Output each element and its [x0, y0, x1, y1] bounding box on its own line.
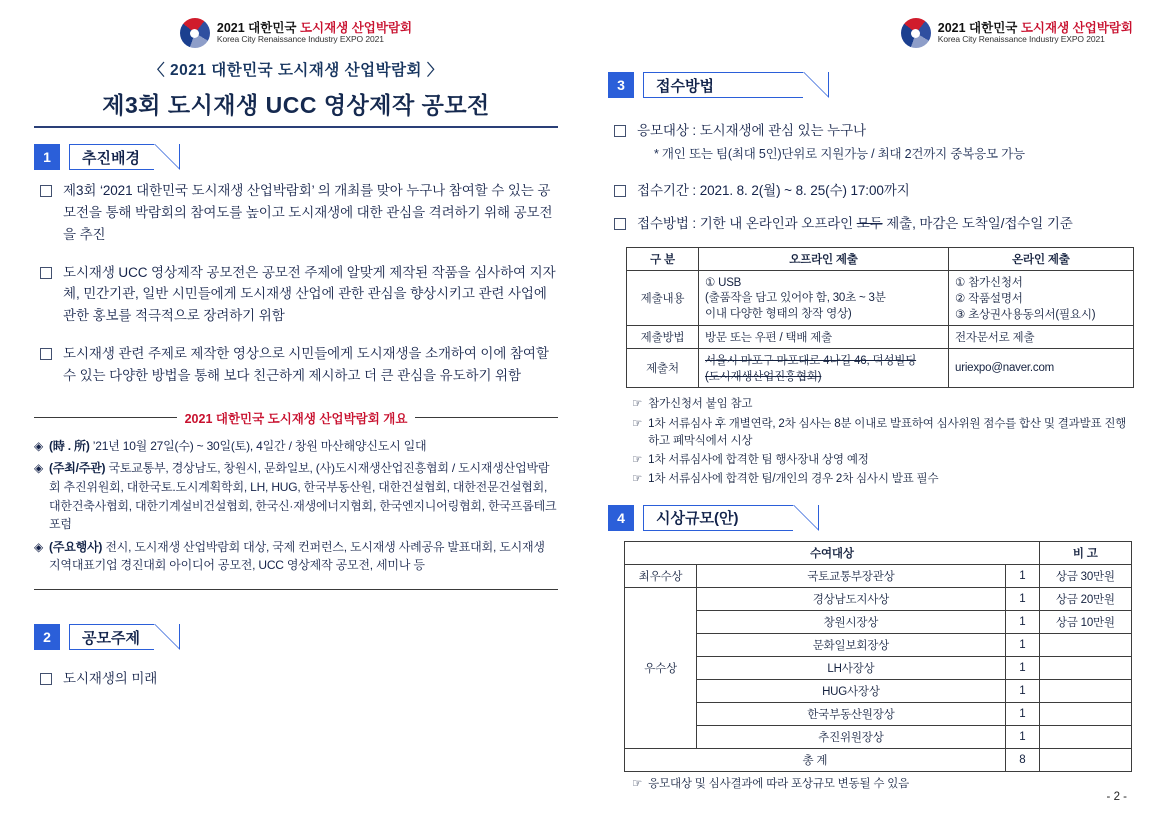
background-item-text: 도시재생 UCC 영상제작 공모전은 공모전 주제에 알맞게 제작된 작품을 심사하여 지자체, 민간기관, 일반 시민들에게 도시재생 산업에 관한 관심을 향상시키고 관련 사업에 관한 홍보를 적극적으로 장려하기 위함: [63, 264, 556, 324]
award-note-cell: 상금 20만원: [1039, 587, 1131, 610]
logo-line-2: Korea City Renaissance Industry EXPO 2021: [937, 34, 1105, 45]
online-line: ① 참가신청서: [955, 277, 1023, 290]
apply-note-text: 1차 서류심사 후 개별연락, 2차 심사는 8분 이내로 발표하여 심사위원 점수를 합산 및 결과발표 진행하고 폐막식에서 시상: [648, 417, 1127, 447]
award-count: 1: [1005, 587, 1039, 610]
award-name: HUG사장상: [697, 679, 1006, 702]
row-label-place: 제출처: [627, 349, 699, 388]
section-number-2: 2: [34, 624, 60, 650]
expo-logo-text: [217, 21, 412, 45]
award-grade: 최우수상: [625, 564, 697, 587]
total-note: [1039, 748, 1131, 771]
row-label-method: 제출방법: [627, 326, 699, 349]
section-label-4: [643, 505, 793, 531]
overview-box: [34, 435, 558, 590]
award-name: 문화일보회장상: [697, 633, 1006, 656]
section-label-4-tail: [793, 505, 819, 531]
section-label-2-tail: [154, 624, 180, 650]
award-name: 경상남도지사상: [697, 587, 1006, 610]
overview-item: [34, 437, 558, 456]
logo-line-1: [938, 21, 1133, 35]
table-header-row: [625, 541, 1132, 564]
award-name: 국토교통부장관상: [697, 564, 1006, 587]
cell-online-content: [949, 271, 1134, 326]
overview-item-text: (주요행사) 전시, 도시재생 산업박람회 대상, 국제 컨퍼런스, 도시재생 사례공유 발표대회, 도시재생 지역대표기업 경진대회 아이디어 공모전, UCC 영상제작 공모전, 세미나 등: [49, 539, 545, 573]
award-note-cell: [1039, 679, 1131, 702]
offline-line: 이내 다양한 형태의 창작 영상): [705, 308, 852, 321]
expo-logo-right: [608, 18, 1137, 48]
column-header-note: 비 고: [1039, 541, 1131, 564]
total-count: 8: [1005, 748, 1039, 771]
apply-period-text: 접수기간 : 2021. 8. 2(월) ~ 8. 25(수) 17:00까지: [637, 182, 910, 198]
checkbox-icon: [614, 185, 626, 197]
diamond-icon: ◈: [34, 438, 44, 453]
award-note-cell: 상금 30만원: [1039, 564, 1131, 587]
table-row: [627, 271, 1134, 326]
table-header-row: [627, 248, 1134, 271]
table-total-row: [625, 748, 1132, 771]
award-name: 한국부동산원장상: [697, 702, 1006, 725]
section-header-apply: [608, 72, 1137, 98]
section-label-1-tail: [154, 144, 180, 170]
logo-line1-pre: 2021 대한민국: [216, 21, 300, 36]
section-label-1-text: 추진배경: [82, 149, 140, 167]
table-row: [625, 725, 1132, 748]
table-row: [625, 656, 1132, 679]
award-name: 창원시장상: [697, 610, 1006, 633]
table-row: [625, 610, 1132, 633]
checkbox-icon: [614, 218, 626, 230]
award-count: 1: [1005, 633, 1039, 656]
column-header-online: 온라인 제출: [949, 248, 1134, 271]
apply-period: [608, 180, 1137, 202]
award-note-cell: 상금 10만원: [1039, 610, 1131, 633]
section-header-theme: [34, 624, 558, 650]
section-header-background: [34, 144, 558, 170]
section-number-4: 4: [608, 505, 634, 531]
award-note-cell: [1039, 702, 1131, 725]
award-count: 1: [1005, 725, 1039, 748]
apply-note: [632, 452, 1137, 469]
award-name: 추진위원장상: [697, 725, 1006, 748]
arrow-icon: ☞: [632, 417, 643, 430]
offline-address-line: 서울시 마포구 마포대로 4나길 46, 덕성빌딩: [705, 355, 917, 368]
online-line: ③ 초상권사용동의서(필요시): [955, 309, 1096, 322]
overview-item-text: (時 . 所) ’21년 10월 27일(수) ~ 30일(토), 4일간 / 창원 마산해양신도시 일대: [49, 438, 427, 453]
background-item: [34, 262, 558, 328]
table-row: [625, 679, 1132, 702]
section-label-3-text: 접수방법: [656, 77, 714, 95]
logo-line-2: Korea City Renaissance Industry EXPO 2021: [216, 34, 384, 45]
logo-line1-pre: 2021 대한민국: [937, 21, 1021, 36]
expo-logo-icon: [901, 18, 931, 48]
overview-heading-text: 2021 대한민국 도시재생 산업박람회 개요: [184, 411, 408, 426]
section-number-3: 3: [608, 72, 634, 98]
title-divider: [34, 126, 558, 128]
column-header-recipient: 수여대상: [625, 541, 1040, 564]
cell-online-email: uriexpo@naver.com: [949, 349, 1134, 388]
background-item: [34, 180, 558, 246]
table-row: [625, 633, 1132, 656]
overview-item: [34, 538, 558, 575]
column-header-category: 구 분: [627, 248, 699, 271]
arrow-icon: ☞: [632, 454, 643, 467]
expo-logo-icon: [180, 18, 210, 48]
apply-target-text: 응모대상 : 도시재생에 관심 있는 누구나: [637, 123, 866, 138]
logo-line1-highlight: 도시재생 산업박람회: [1020, 21, 1133, 36]
theme-item-text: 도시재생의 미래: [63, 671, 158, 687]
apply-note-text: 참가신청서 붙임 참고: [648, 398, 753, 411]
apply-note: [632, 396, 1137, 413]
section-label-4-text: 시상규모(안): [656, 510, 739, 528]
background-item-text: 도시재생 관련 주제로 제작한 영상으로 시민들에게 도시재생을 소개하여 이에 참여할 수 있는 다양한 방법을 통해 보다 친근하게 제시하고 더 큰 관심을 유도하기 위함: [63, 346, 549, 384]
award-name: LH사장상: [697, 656, 1006, 679]
award-count: 1: [1005, 679, 1039, 702]
apply-target-note: * 개인 또는 팀(최대 5인)단위로 지원가능 / 최대 2건까지 중복응모 가능: [654, 146, 1025, 161]
submission-table: [626, 247, 1134, 388]
cell-offline-content: [699, 271, 949, 326]
offline-line: ① USB: [705, 277, 742, 290]
table-row: [625, 702, 1132, 725]
expo-logo-text: [938, 21, 1133, 45]
checkbox-icon: [40, 185, 52, 197]
section-number-1: 1: [34, 144, 60, 170]
award-note: [632, 776, 1137, 793]
award-note-cell: [1039, 656, 1131, 679]
checkbox-icon: [614, 125, 626, 137]
section-label-1: [69, 144, 154, 170]
arrow-icon: ☞: [632, 398, 643, 411]
checkbox-icon: [40, 673, 52, 685]
logo-line1-highlight: 도시재생 산업박람회: [299, 21, 413, 36]
page-title: 제3회 도시재생 UCC 영상제작 공모전: [102, 92, 490, 118]
apply-target: [608, 120, 1137, 142]
cell-online-method: 전자문서로 제출: [949, 326, 1134, 349]
apply-method: [608, 213, 1137, 235]
overview-rule-left: [34, 417, 177, 418]
diamond-icon: ◈: [34, 539, 44, 554]
page-number: - 2 -: [1106, 791, 1127, 803]
right-column: [584, 0, 1167, 819]
arrow-icon: ☞: [632, 777, 643, 790]
expo-logo-left: [34, 18, 558, 48]
award-count: 1: [1005, 702, 1039, 725]
table-row: [627, 326, 1134, 349]
logo-line-1: [217, 21, 412, 35]
cell-offline-place: [699, 349, 949, 388]
award-note-cell: [1039, 633, 1131, 656]
offline-address-line: (도시재생산업진흥협회): [705, 371, 822, 384]
section-label-3: [643, 72, 803, 98]
section-label-2: [69, 624, 154, 650]
apply-note-text: 1차 서류심사에 합격한 팀/개인의 경우 2차 심사시 발표 필수: [648, 473, 939, 486]
apply-note: [632, 471, 1137, 488]
award-count: 1: [1005, 656, 1039, 679]
award-table: [624, 541, 1132, 772]
diamond-icon: ◈: [34, 461, 44, 476]
apply-note: [632, 416, 1137, 451]
cell-offline-method: 방문 또는 우편 / 택배 제출: [699, 326, 949, 349]
overview-rule-right: [415, 417, 558, 418]
award-grade: 우수상: [625, 587, 697, 748]
award-count: 1: [1005, 564, 1039, 587]
overview-heading: [34, 409, 558, 427]
background-item-text: 제3회 ‘2021 대한민국 도시재생 산업박람회’ 의 개최를 맞아 누구나 참여할 수 있는 공모전을 통해 박람회의 참여도를 높이고 도시재생에 대한 관심을 격려하기 위해 공모전을 추진: [63, 183, 553, 242]
row-label-content: 제출내용: [627, 271, 699, 326]
column-header-offline: 오프라인 제출: [699, 248, 949, 271]
table-row: [625, 587, 1132, 610]
award-count: 1: [1005, 610, 1039, 633]
overview-item: [34, 459, 558, 533]
offline-line: (출품작을 담고 있어야 함, 30초 ~ 3분: [705, 292, 886, 305]
overview-item-text: (주최/주관) 국토교통부, 경상남도, 창원시, 문화일보, (사)도시재생산업진흥협회 / 도시재생산업박람회 추진위원회, 대한국토.도시계획학회, LH, HUG, 한국부동산원, 대한건설협회, 대한전문건설협회, 대한건축사협회, 대한기계설비건설협회, 한국신·재생에너지협회, 한국엔지니어링협회, 한국프롭테크포럼: [49, 461, 557, 532]
table-row: [627, 349, 1134, 388]
section-label-3-tail: [803, 72, 829, 98]
theme-item: [34, 668, 558, 690]
document-subtitle: 〈 2021 대한민국 도시재생 산업박람회 〉: [149, 62, 443, 79]
award-note-cell: [1039, 725, 1131, 748]
apply-method-text: 접수방법 : 기한 내 온라인과 오프라인 모두 제출, 마감은 도착일/접수일 기준: [637, 216, 1073, 232]
table-row: [625, 564, 1132, 587]
total-label: 총 계: [625, 748, 1006, 771]
checkbox-icon: [40, 267, 52, 279]
section-header-award: [608, 505, 1137, 531]
online-line: ② 작품설명서: [955, 293, 1023, 306]
apply-note-text: 1차 서류심사에 합격한 팀 행사장내 상영 예정: [648, 454, 869, 467]
award-note-text: 응모대상 및 심사결과에 따라 포상규모 변동될 수 있음: [648, 777, 910, 790]
section-label-2-text: 공모주제: [82, 629, 140, 647]
checkbox-icon: [40, 348, 52, 360]
background-item: [34, 343, 558, 387]
arrow-icon: ☞: [632, 473, 643, 486]
